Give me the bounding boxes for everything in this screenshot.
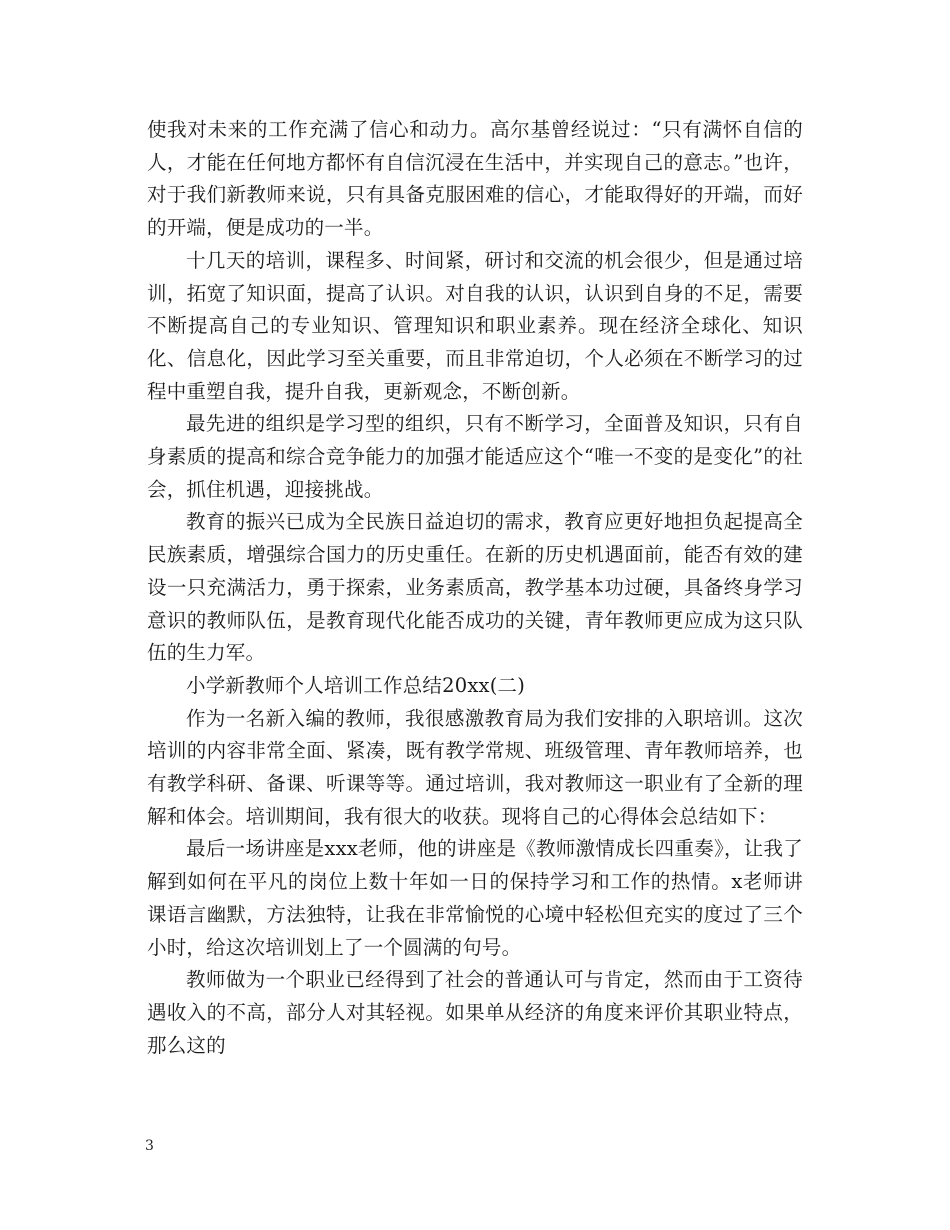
paragraph-teacher-profession: 教师做为一个职业已经得到了社会的普通认可与肯定，然而由于工资待遇收入的不高，部分人对其轻视。如果单从经济的角度来评价其职业特点，那么这的 [147,968,803,1057]
document-body [147,114,803,1062]
page-number: 3 [145,1138,154,1154]
paragraph-new-teacher-intro: 作为一名新入编的教师，我很感激教育局为我们安排的入职培训。这次培训的内容非常全面、紧凑，既有教学常规、班级管理、青年教师培养，也有教学科研、备课、听课等等。通过培训，我对教师这一职业有了全新的理解和体会。培训期间，我有很大的收获。现将自己的心得体会总结如下： [147,706,803,828]
paragraph-education-revival: 教育的振兴已成为全民族日益迫切的需求，教育应更好地担负起提高全民族素质，增强综合国力的历史重任。在新的历史机遇面前，能否有效的建设一只充满活力，勇于探索，业务素质高，教学基本功过硬，具备终身学习意识的教师队伍，是教育现代化能否成功的关键，青年教师更应成为这只队伍的生力军。 [147,510,803,665]
paragraph-learning-organization: 最先进的组织是学习型的组织，只有不断学习，全面普及知识，只有自身素质的提高和综合竞争能力的加强才能适应这个“唯一不变的是变化”的社会，抓住机遇，迎接挑战。 [147,412,803,501]
paragraph-training-reflection: 十几天的培训，课程多、时间紧，研讨和交流的机会很少，但是通过培训，拓宽了知识面，提高了认识。对自我的认识，认识到自身的不足，需要不断提高自己的专业知识、管理知识和职业素养。现在经济全球化、知识化、信息化，因此学习至关重要，而且非常迫切，个人必须在不断学习的过程中重塑自我，提升自我，更新观念，不断创新。 [147,248,803,403]
paragraph-final-lecture: 最后一场讲座是xxx老师，他的讲座是《教师激情成长四重奏》，让我了解到如何在平凡的岗位上数十年如一日的保持学习和工作的热情。x老师讲课语言幽默，方法独特，让我在非常愉悦的心境中轻松但充实的度过了三个小时，给这次培训划上了一个圆满的句号。 [147,837,803,959]
paragraph-continuation: 使我对未来的工作充满了信心和动力。高尔基曾经说过：“只有满怀自信的人，才能在任何地方都怀有自信沉浸在生活中，并实现自己的意志。”也许，对于我们新教师来说，只有具备克服困难的信心，才能取得好的开端，而好的开端，便是成功的一半。 [147,118,803,240]
section-heading: 小学新教师个人培训工作总结20xx(二) [186,673,526,697]
